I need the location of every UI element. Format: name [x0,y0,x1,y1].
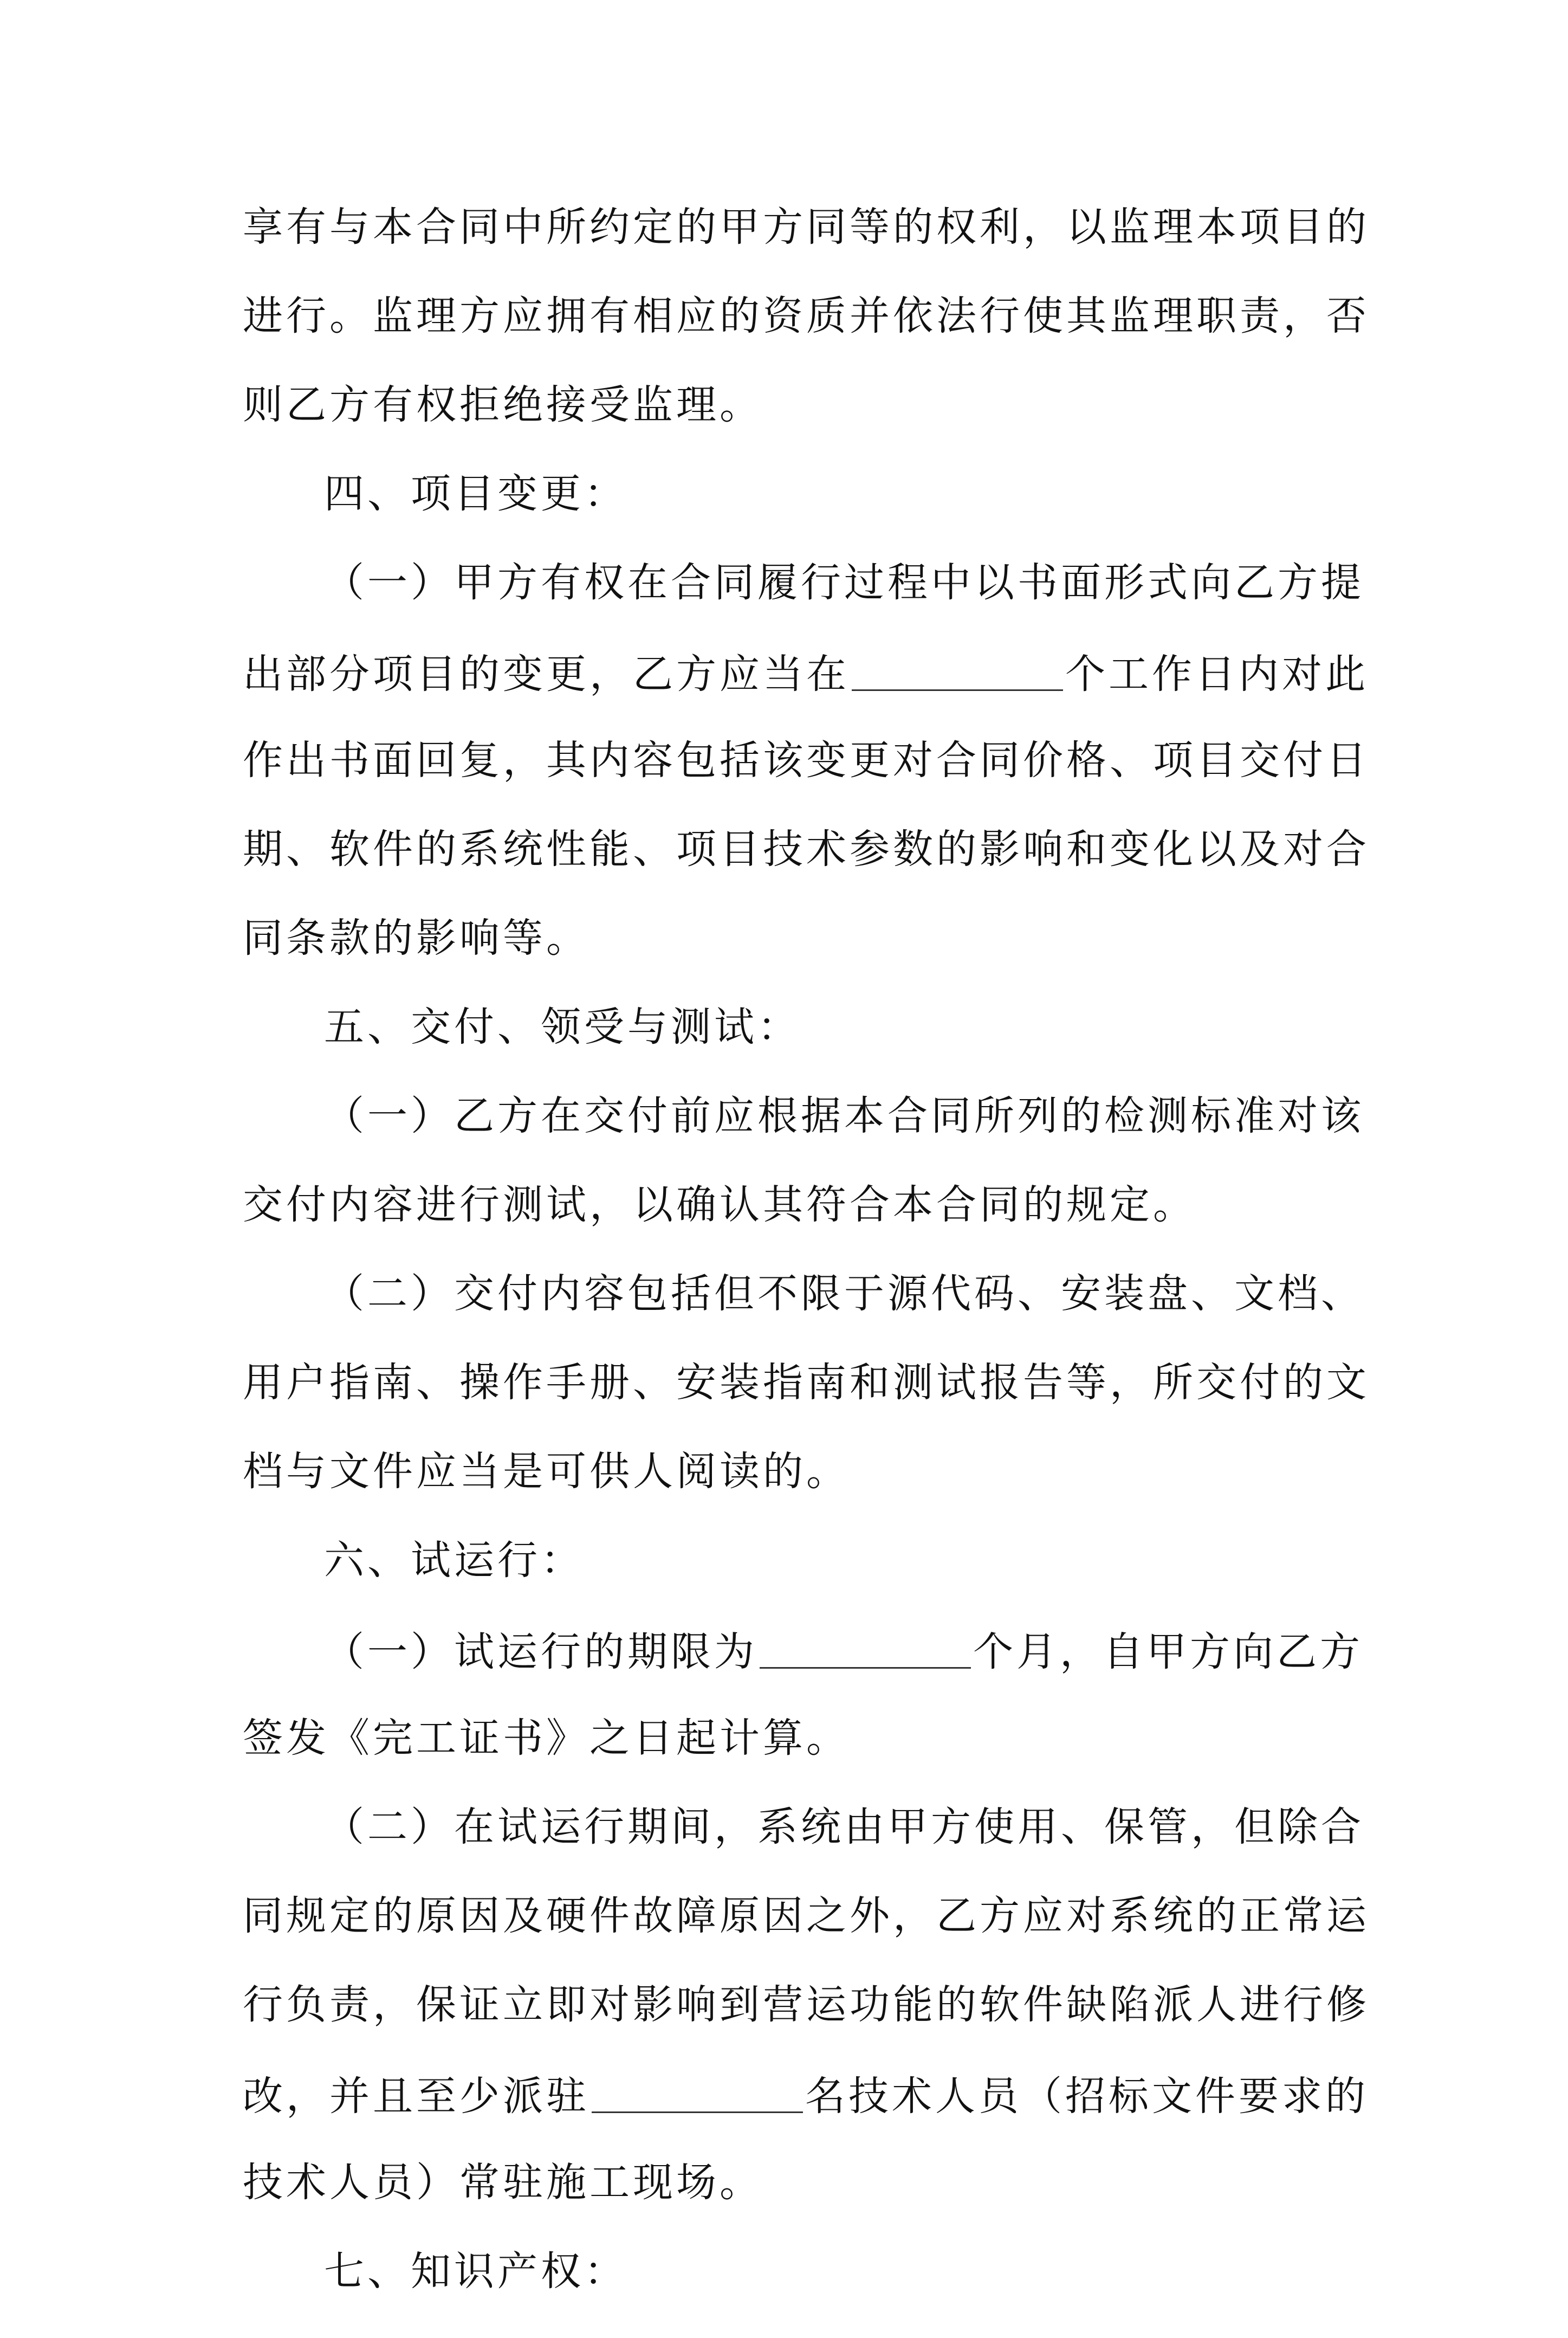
fill-in-blank [852,649,1063,691]
text-line: 享有与本合同中所约定的甲方同等的权利，以监理本项目的 [243,204,1370,250]
section-heading: 六、试运行： [324,1537,584,1584]
text-line: 进行。监理方应拥有相应的资质并依法行使其监理职责，否 [243,293,1370,339]
text-line: （一）乙方在交付前应根据本合同所列的检测标准对该 [324,1093,1364,1139]
text-line: 期、软件的系统性能、项目技术参数的影响和变化以及对合 [243,826,1370,873]
text-line: 技术人员）常驻施工现场。 [243,2159,763,2206]
text-line: 签发《完工证书》之日起计算。 [243,1715,850,1761]
text-line [243,1627,1363,1675]
text-line: 交付内容进行测试，以确认其符合本合同的规定。 [243,1181,1196,1228]
section-heading: 七、知识产权： [324,2248,627,2295]
text-line [243,2071,1369,2120]
text-line: （一）甲方有权在合同履行过程中以书面形式向乙方提 [324,559,1364,606]
text-line [243,649,1369,697]
text-segment: 个工作日内对此 [1065,651,1369,697]
section-heading: 五、交付、领受与测试： [324,1004,801,1050]
fill-in-blank [592,2071,803,2113]
text-line: （二）交付内容包括但不限于源代码、安装盘、文档、 [324,1270,1364,1317]
text-segment: （一）试运行的期限为 [324,1629,757,1675]
text-line: 用户指南、操作手册、安装指南和测试报告等，所交付的文 [243,1359,1370,1406]
text-line: 同条款的影响等。 [243,915,589,961]
document-page [243,204,1370,2338]
fill-in-blank [760,1627,971,1669]
text-segment: 出部分项目的变更，乙方应当在 [243,651,850,697]
text-segment: 名技术人员（招标文件要求的 [805,2073,1369,2120]
text-line: 行负责，保证立即对影响到营运功能的软件缺陷派人进行修 [243,1981,1370,2028]
text-line: 同规定的原因及硬件故障原因之外，乙方应对系统的正常运 [243,1893,1370,1939]
text-line: 作出书面回复，其内容包括该变更对合同价格、项目交付日 [243,737,1370,784]
text-segment: 改，并且至少派驻 [243,2073,589,2120]
text-line: 档与文件应当是可供人阅读的。 [243,1448,850,1495]
section-heading: 四、项目变更： [324,470,627,517]
text-line: （二）在试运行期间，系统由甲方使用、保管，但除合 [324,1804,1364,1850]
text-line: 则乙方有权拒绝接受监理。 [243,382,763,428]
text-segment: 个月，自甲方向乙方 [973,1629,1363,1675]
